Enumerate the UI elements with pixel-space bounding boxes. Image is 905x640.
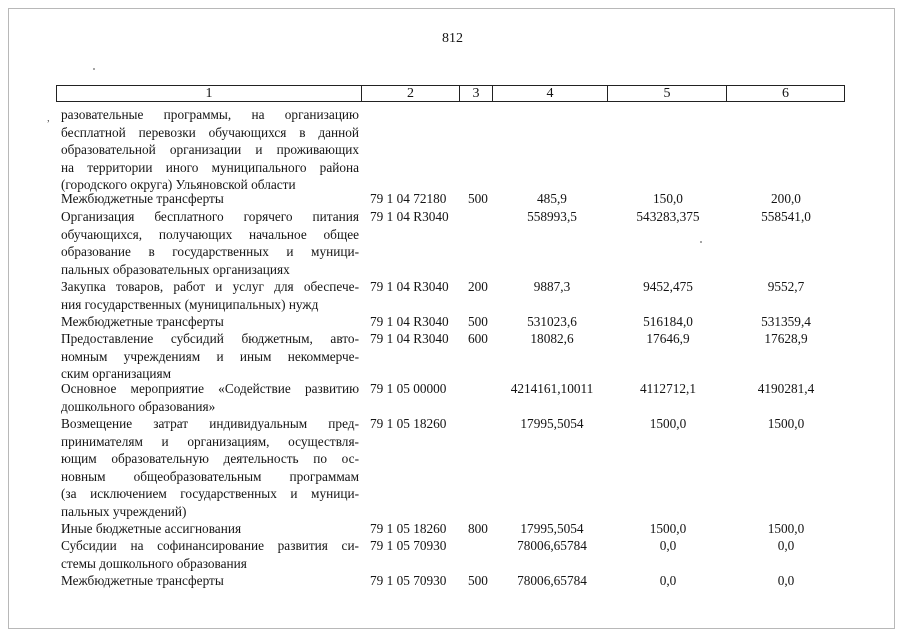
row-description	[61, 537, 359, 572]
page-number: 812	[442, 31, 463, 46]
row-value-col6: 200,0	[771, 191, 801, 206]
description-line: разовательные программы, на организацию	[61, 107, 359, 122]
row-value-col5: 0,0	[659, 538, 677, 553]
row-description	[61, 572, 359, 590]
row-value-col6: 4190281,4	[757, 381, 815, 396]
row-description	[61, 313, 359, 331]
description-line: Закупка товаров, работ и услуг для обеспече-	[61, 279, 359, 294]
header-col-1: 1	[57, 86, 362, 101]
description-line: Субсидии на софинансирование развития си-	[61, 538, 359, 553]
row-value-col5: 4112712,1	[639, 381, 697, 396]
description-line: Межбюджетные трансферты	[61, 573, 224, 588]
row-value-col4: 531023,6	[527, 314, 577, 329]
description-line: Основное мероприятие «Содействие развитию	[61, 381, 359, 396]
row-code: 79 1 04 72180	[370, 191, 447, 206]
description-line: пальных учреждений)	[61, 503, 187, 519]
row-code: 79 1 05 70930	[370, 573, 447, 588]
description-line: Межбюджетные трансферты	[61, 314, 224, 329]
description-line: (городского округа) Ульяновской области	[61, 177, 296, 192]
row-value-col5: 1500,0	[649, 521, 687, 536]
row-description	[61, 106, 359, 194]
row-value-col5: 543283,375	[636, 209, 700, 224]
row-value-col6: 1500,0	[767, 521, 805, 536]
row-value-col4: 558993,5	[527, 209, 577, 224]
description-line: принимателям и организациям, осуществля-	[61, 433, 359, 449]
row-value-col4: 18082,6	[530, 331, 574, 346]
description-line: Организация бесплатного горячего питания	[61, 209, 359, 224]
row-value-col5: 516184,0	[643, 314, 693, 329]
row-expense-type: 600	[468, 331, 488, 346]
row-description	[61, 520, 359, 538]
row-value-col5: 17646,9	[646, 331, 690, 346]
margin-mark: ,	[47, 112, 50, 124]
description-line: Предоставление субсидий бюджетным, авто-	[61, 331, 359, 346]
row-value-col4: 17995,5054	[520, 416, 584, 431]
description-line: дошкольного образования»	[61, 398, 216, 414]
header-col-3: 3	[460, 86, 493, 101]
description-line: Иные бюджетные ассигнования	[61, 521, 242, 536]
row-value-col6: 0,0	[777, 573, 795, 588]
row-value-col4: 485,9	[537, 191, 567, 206]
row-value-col6: 0,0	[777, 538, 795, 553]
description-line: (за исключением государственных и муници-	[61, 486, 359, 501]
row-value-col4: 17995,5054	[520, 521, 584, 536]
description-line: на территории иного муниципального района	[61, 159, 359, 175]
header-col-2: 2	[362, 86, 460, 101]
description-line: образовательной организации и проживающих	[61, 142, 359, 157]
row-description	[61, 380, 359, 415]
row-code: 79 1 04 R3040	[370, 331, 449, 346]
description-line: образование в государственных и муници-	[61, 244, 359, 259]
description-line: номным учреждениям и иным некоммерче-	[61, 348, 359, 364]
row-description	[61, 208, 359, 278]
row-expense-type: 500	[468, 191, 488, 206]
row-description	[61, 415, 359, 520]
row-value-col4: 78006,65784	[517, 573, 587, 588]
row-description	[61, 278, 359, 313]
description-line: пальных образовательных организациях	[61, 261, 290, 277]
row-value-col4: 9887,3	[533, 279, 571, 294]
row-value-col6: 1500,0	[767, 416, 805, 431]
row-code: 79 1 05 18260	[370, 416, 447, 431]
row-expense-type: 500	[468, 314, 488, 329]
description-line: стемы дошкольного образования	[61, 555, 247, 571]
row-value-col4: 4214161,10011	[510, 381, 594, 396]
description-line: ния государственных (муниципальных) нужд	[61, 296, 319, 312]
row-value-col6: 17628,9	[764, 331, 808, 346]
row-value-col6: 9552,7	[767, 279, 805, 294]
header-col-4: 4	[493, 86, 608, 101]
row-value-col6: 558541,0	[761, 209, 811, 224]
row-code: 79 1 04 R3040	[370, 314, 449, 329]
row-expense-type: 800	[468, 521, 488, 536]
description-line: обучающихся, получающих начальное общее	[61, 226, 359, 242]
row-value-col5: 9452,475	[643, 279, 693, 294]
row-code: 79 1 04 R3040	[370, 209, 449, 224]
description-line: новным общеобразовательным программам	[61, 468, 359, 484]
description-line: бесплатной перевозки обучающихся в данной	[61, 124, 359, 140]
row-value-col5: 150,0	[653, 191, 683, 206]
row-code: 79 1 05 00000	[370, 381, 447, 396]
description-line: Межбюджетные трансферты	[61, 191, 224, 206]
row-value-col4: 78006,65784	[517, 538, 587, 553]
header-col-5: 5	[608, 86, 727, 101]
row-expense-type: 200	[468, 279, 488, 294]
row-description	[61, 330, 359, 383]
description-line: Возмещение затрат индивидуальным пред-	[61, 416, 359, 431]
row-description	[61, 190, 359, 208]
row-expense-type: 500	[468, 573, 488, 588]
description-line: ющим образовательную деятельность по ос-	[61, 451, 359, 466]
header-col-6: 6	[782, 86, 789, 101]
row-value-col5: 1500,0	[649, 416, 687, 431]
row-code: 79 1 04 R3040	[370, 279, 449, 294]
description-line: ским организациям	[61, 366, 172, 381]
row-code: 79 1 05 18260	[370, 521, 447, 536]
row-value-col5: 0,0	[659, 573, 677, 588]
row-code: 79 1 05 70930	[370, 538, 447, 553]
row-value-col6: 531359,4	[761, 314, 811, 329]
